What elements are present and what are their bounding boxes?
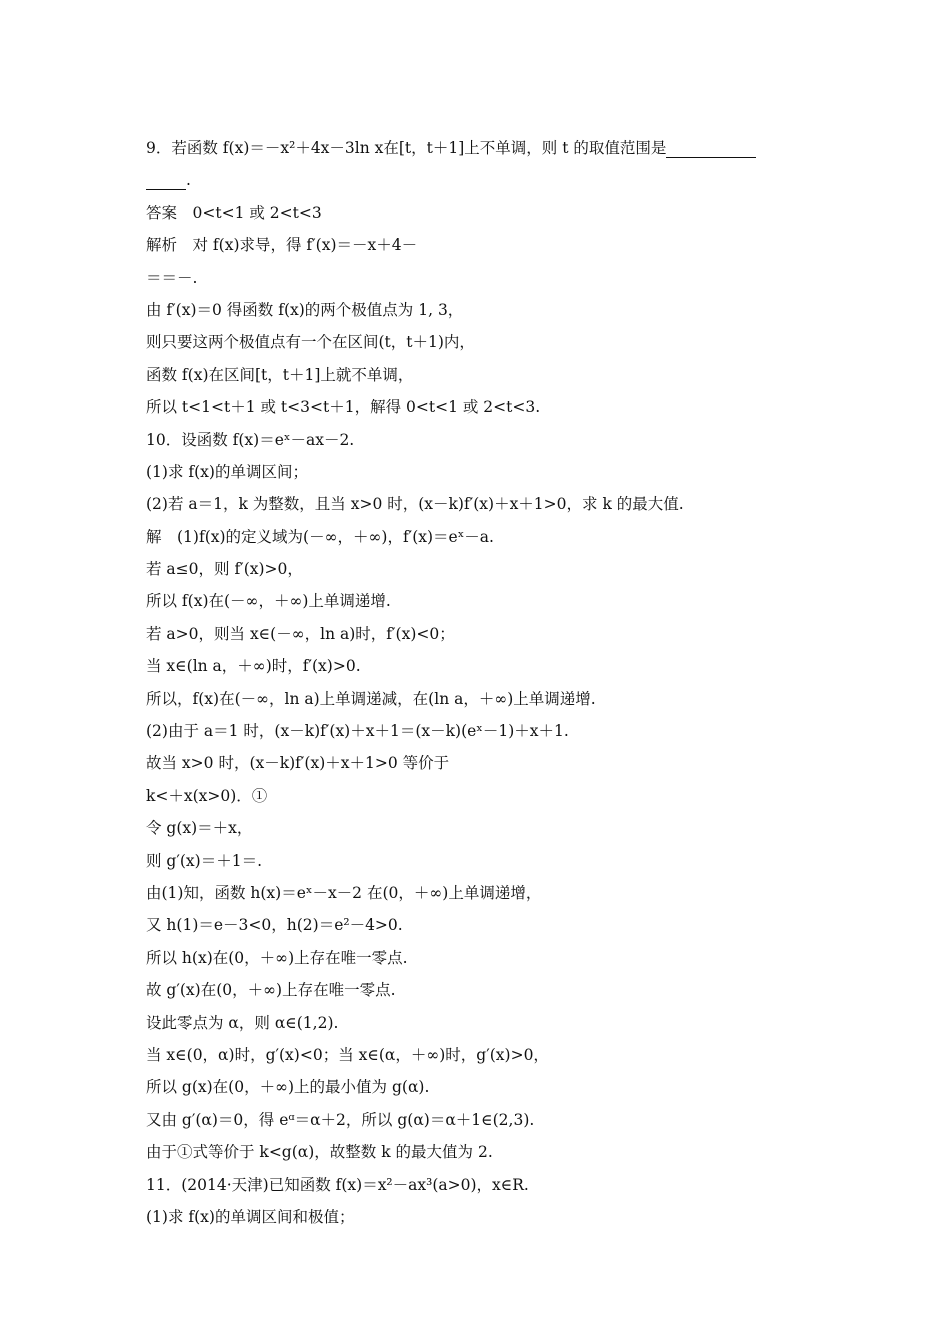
q10-solution-line: 当 x∈(0，α)时，g′(x)<0；当 x∈(α，＋∞)时，g′(x)>0，: [146, 1045, 549, 1064]
q9-analysis-line: ＝＝－.: [146, 268, 198, 287]
q10-solution-line: 由于①式等价于 k<g(α)，故整数 k 的最大值为 2.: [146, 1143, 493, 1162]
q10-solution-line: 设此零点为 α，则 α∈(1,2).: [146, 1013, 339, 1032]
q9-stem-cont-text: .: [186, 171, 191, 190]
q10-solution-line: 所以，f(x)在(－∞，ln a)上单调递减，在(ln a，＋∞)上单调递增.: [146, 689, 596, 708]
q9-analysis-line: 函数 f(x)在区间[t，t＋1]上就不单调，: [146, 365, 414, 384]
q10-solution-line: (2)由于 a＝1 时，(x－k)f′(x)＋x＋1＝(x－k)(eˣ－1)＋x＋1.: [146, 722, 569, 741]
q9-analysis-line: 由 f′(x)＝0 得函数 f(x)的两个极值点为 1, 3，: [146, 300, 464, 319]
q10-solution-line: 若 a>0，则当 x∈(－∞，ln a)时，f′(x)<0；: [146, 624, 455, 643]
q11-part1: (1)求 f(x)的单调区间和极值；: [146, 1207, 355, 1226]
q9-analysis-line: 则只要这两个极值点有一个在区间(t，t＋1)内，: [146, 333, 475, 352]
q10-solution-line: 所以 f(x)在(－∞，＋∞)上单调递增.: [146, 592, 391, 611]
answer-blank: [666, 143, 756, 158]
q9-stem-line: [146, 138, 826, 170]
q10-part2: (2)若 a＝1，k 为整数，且当 x>0 时，(x－k)f′(x)＋x＋1>0，求 k 的最大值.: [146, 495, 684, 514]
q9-stem-cont-line: [146, 170, 826, 202]
q10-solution-line: 又 h(1)＝e－3<0，h(2)＝e²－4>0.: [146, 916, 403, 935]
q9-analysis-line: 所以 t<1<t＋1 或 t<3<t＋1，解得 0<t<1 或 2<t<3.: [146, 398, 541, 417]
q9-analysis-line: 解析 对 f(x)求导，得 f′(x)＝－x＋4－: [146, 236, 418, 255]
q10-solution-line: 所以 g(x)在(0，＋∞)上的最小值为 g(α).: [146, 1078, 430, 1097]
q10-solution-line: 故 g′(x)在(0，＋∞)上存在唯一零点.: [146, 981, 396, 1000]
q10-solution-line: 所以 h(x)在(0，＋∞)上存在唯一零点.: [146, 948, 408, 967]
document-body: [146, 138, 826, 1239]
q10-solution-line: 故当 x>0 时，(x－k)f′(x)＋x＋1>0 等价于: [146, 754, 450, 773]
answer-blank-cont: [146, 175, 186, 190]
q10-solution-line: 又由 g′(α)＝0，得 eᵅ＝α＋2，所以 g(α)＝α＋1∈(2,3).: [146, 1110, 535, 1129]
q10-solution-line: 解 (1)f(x)的定义域为(－∞，＋∞)，f′(x)＝eˣ－a.: [146, 527, 494, 546]
q10-solution-line: k<＋x(x>0)．①: [146, 786, 268, 805]
q10-solution-line: 由(1)知，函数 h(x)＝eˣ－x－2 在(0，＋∞)上单调递增，: [146, 883, 542, 902]
q10-solution-line: 令 g(x)＝＋x，: [146, 819, 253, 838]
q10-solution-line: 若 a≤0，则 f′(x)>0，: [146, 560, 303, 579]
q10-solution-line: 当 x∈(ln a，＋∞)时，f′(x)>0.: [146, 657, 361, 676]
q10-part1: (1)求 f(x)的单调区间；: [146, 462, 308, 481]
q10-stem: 10．设函数 f(x)＝eˣ－ax－2.: [146, 430, 355, 449]
q9-stem-text: 9．若函数 f(x)＝－x²＋4x－3ln x在[t，t＋1]上不单调，则 t 的取值范围是: [146, 139, 667, 157]
q11-stem: 11．(2014·天津)已知函数 f(x)＝x²－ax³(a>0)，x∈R.: [146, 1175, 529, 1194]
q10-solution-line: 则 g′(x)＝＋1＝.: [146, 851, 262, 870]
q9-answer: 答案 0<t<1 或 2<t<3: [146, 203, 322, 222]
